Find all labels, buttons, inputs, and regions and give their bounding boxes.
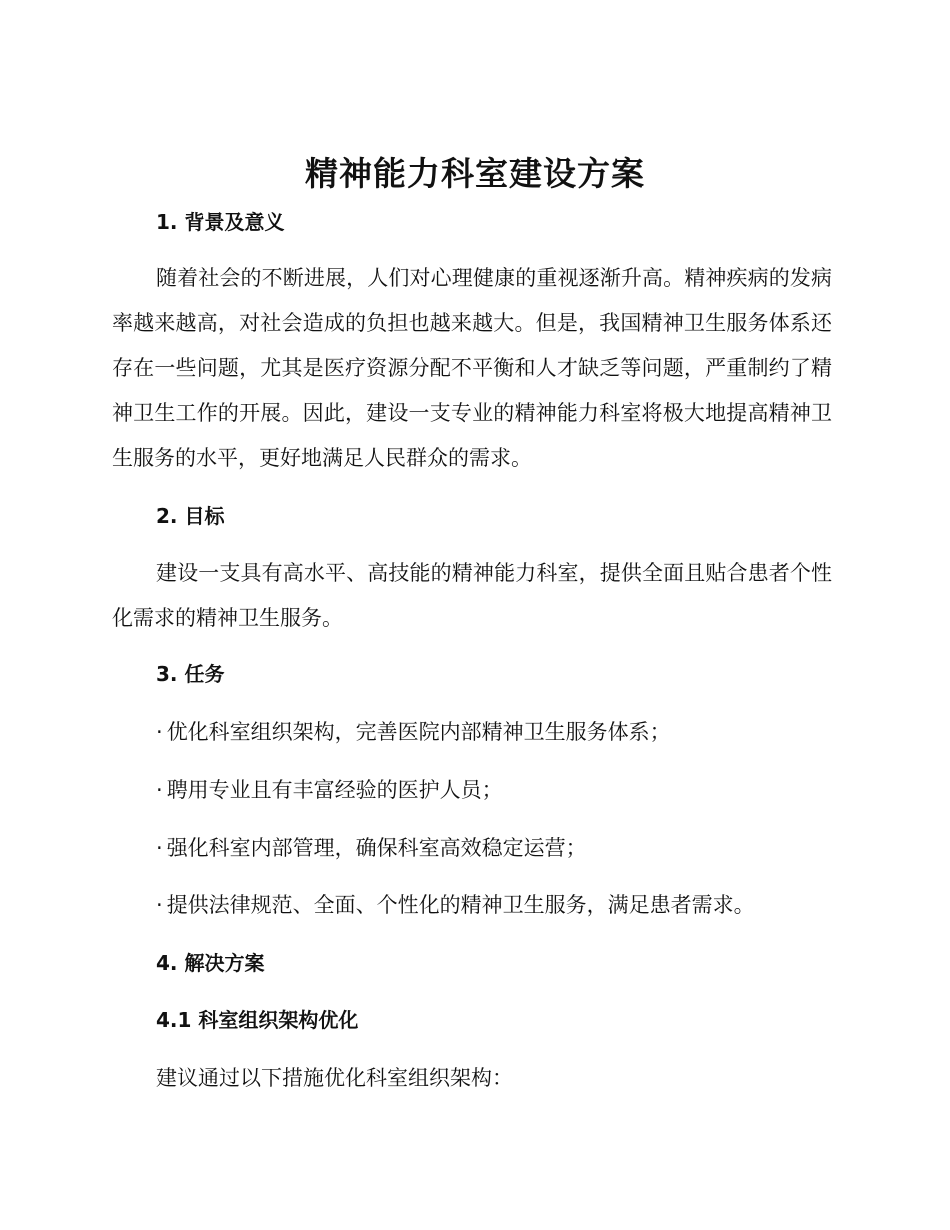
task-list-item: [156, 890, 755, 920]
section-heading-solution: 4. 解决方案: [156, 951, 265, 975]
section-heading-background: 1. 背景及意义: [156, 210, 285, 234]
task-item-text: 优化科室组织架构，完善医院内部精神卫生服务体系；: [166, 720, 671, 744]
section-heading-tasks: 3. 任务: [156, 662, 225, 686]
task-item-text: 强化科室内部管理，确保科室高效稳定运营；: [166, 836, 587, 860]
bullet-dot: ·: [156, 720, 163, 744]
background-paragraph: 随着社会的不断进展，人们对心理健康的重视逐渐升高。精神疾病的发病率越来越高，对社会造成的负担也越来越大。但是，我国精神卫生服务体系还存在一些问题，尤其是医疗资源分配不平衡和人才缺乏等问题，严重制约了精神卫生工作的开展。因此，建设一支专业的精神能力科室将极大地提高精神卫生服务的水平，更好地满足人民群众的需求。: [112, 266, 832, 470]
document-title: 精神能力科室建设方案: [305, 154, 645, 193]
subsection-heading-org-structure: 4.1 科室组织架构优化: [156, 1008, 359, 1032]
task-item-text: 提供法律规范、全面、个性化的精神卫生服务，满足患者需求。: [166, 893, 755, 917]
task-item-text: 聘用专业且有丰富经验的医护人员；: [166, 778, 503, 802]
section-heading-goal: 2. 目标: [156, 504, 225, 528]
task-list-item: [156, 775, 503, 805]
task-list-item: [156, 833, 587, 863]
bullet-dot: ·: [156, 778, 163, 802]
goal-paragraph: 建设一支具有高水平、高技能的精神能力科室，提供全面且贴合患者个性化需求的精神卫生服务。: [112, 561, 832, 630]
solution-intro-text: 建议通过以下措施优化科室组织架构：: [156, 1066, 513, 1090]
bullet-dot: ·: [156, 836, 163, 860]
task-list-item: [156, 717, 671, 747]
bullet-dot: ·: [156, 893, 163, 917]
